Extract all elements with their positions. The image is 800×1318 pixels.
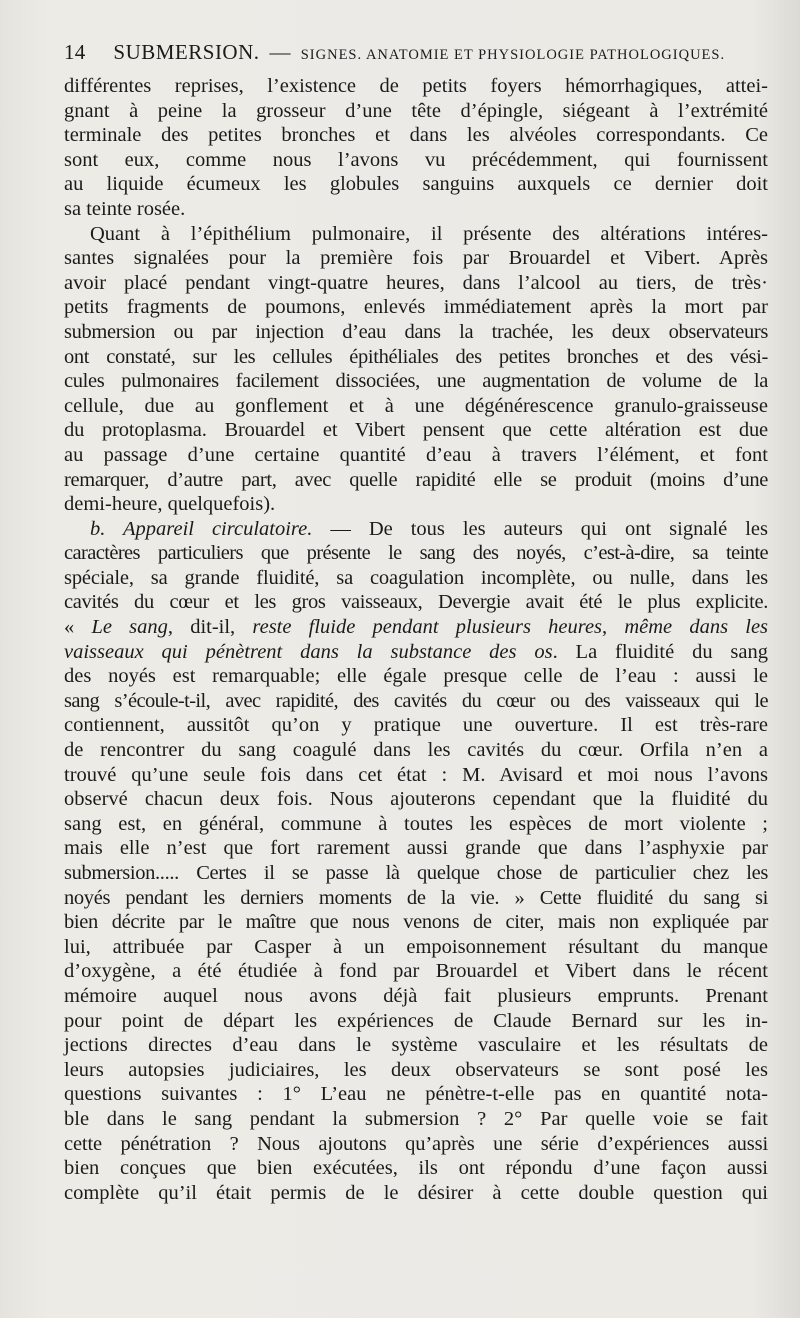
text-line: des noyés est remarquable; elle égale presque celle de l’eau : aussi le (64, 665, 768, 688)
text-line (64, 517, 768, 542)
text-line: ont constaté, sur les cellules épithéliales des petites bronches et des vési- (64, 345, 768, 368)
text-line: demi-heure, quelquefois). (64, 493, 276, 516)
text-line: ble dans le sang pendant la submersion ? 2° Par quelle voie se fait (64, 1107, 768, 1130)
text-line: submersion ou par injection d’eau dans la trachée, les deux observateurs (64, 320, 768, 343)
text-line: Quant à l’épithélium pulmonaire, il présente des altérations intéres- (90, 222, 768, 245)
text-line: cules pulmonaires facilement dissociées, une augmentation de volume de la (64, 370, 768, 393)
text-line: cellule, due au gonflement et à une dégénérescence granulo-graisseuse (64, 394, 768, 417)
text-line: questions suivantes : 1° L’eau ne pénètre-t-elle pas en quantité nota- (64, 1083, 768, 1106)
text-line: observé chacun deux fois. Nous ajouterons cependant que la fluidité du (64, 788, 768, 811)
text-line: sa teinte rosée. (64, 197, 186, 220)
text-line: trouvé qu’une seule fois dans cet état : M. Avisard et moi nous l’avons (64, 763, 768, 786)
text-line: d’oxygène, a été étudiée à fond par Brouardel et Vibert dans le récent (64, 960, 768, 983)
text-line: sang s’écoule-t-il, avec rapidité, des cavités du cœur ou des vaisseaux qui le (64, 689, 768, 712)
text-line: bien décrite par le maître que nous venons de citer, mais non expliquée par (64, 911, 768, 934)
italic-quote: Le sang (91, 616, 168, 639)
text-line: complète qu’il était permis de le désirer à cette double question qui (64, 1181, 768, 1204)
italic-quote: reste fluide pendant plusieurs heures (252, 616, 603, 639)
page-number: 14 (64, 40, 86, 64)
running-head (64, 40, 768, 74)
text-line: différentes reprises, l’existence de petits foyers hémorrhagiques, attei- (64, 75, 768, 97)
text-line: pour point de départ les expériences de Claude Bernard sur les in- (64, 1009, 768, 1032)
text-line: santes signalées pour la première fois par Brouardel et Vibert. Après (64, 247, 768, 270)
text-line: cavités du cœur et les gros vaisseaux, Devergie avait été le plus explicite. (64, 591, 768, 614)
text-line: mémoire auquel nous avons déjà fait plusieurs emprunts. Prenant (64, 984, 768, 1007)
text-line: mais elle n’est que fort rarement aussi grande que dans l’asphyxie par (64, 837, 768, 860)
text-line: terminale des petites bronches et dans les alvéoles correspondants. Ce (64, 124, 768, 147)
text-line: remarquer, d’autre part, avec quelle rapidité elle se produit (moins d’une (64, 468, 768, 491)
italic-quote: même dans les (624, 616, 769, 639)
text-line (64, 640, 768, 665)
section-title: SIGNES. ANATOMIE ET PHYSIOLOGIE PATHOLOGIQUES. (300, 47, 726, 63)
text-segment: , (602, 616, 625, 639)
text-line: jections directes d’eau dans le système vasculaire et les résultats de (64, 1034, 768, 1057)
running-title: SUBMERSION. (113, 40, 260, 64)
text-line: de rencontrer du sang coagulé dans les cavités du cœur. Orfila n’en a (64, 739, 768, 762)
text-line: au liquide écumeux les globules sanguins auxquels ce dernier doit (64, 173, 768, 196)
text-line: au passage d’une certaine quantité d’eau à travers l’élément, et font (64, 443, 768, 466)
text-line: du protoplasma. Brouardel et Vibert pensent que cette altération est due (64, 419, 768, 442)
text-segment: , dit-il, (167, 616, 253, 639)
text-line: cette pénétration ? Nous ajoutons qu’après une série d’expériences aussi (64, 1132, 768, 1155)
text-line: sont eux, comme nous l’avons vu précédemment, qui fournissent (64, 148, 768, 171)
text-line: leurs autopsies judiciaires, les deux observateurs se sont posé les (64, 1058, 768, 1081)
text-line: spéciale, sa grande fluidité, sa coagulation incomplète, ou nulle, dans les (64, 566, 768, 589)
text-line: submersion..... Certes il se passe là quelque chose de particulier chez les (64, 862, 768, 884)
text-line: petits fragments de poumons, enlevés immédiatement après la mort par (64, 296, 768, 319)
body-text (64, 74, 768, 1205)
text-segment: — De tous les auteurs qui ont signalé les (312, 517, 768, 540)
text-line: noyés pendant les derniers moments de la vie. » Cette fluidité du sang si (64, 886, 768, 909)
text-line: contiennent, aussitôt qu’on y pratique une ouverture. Il est très-rare (64, 714, 768, 737)
text-line: gnant à peine la grosseur d’une tête d’épingle, siégeant à l’extrémité (64, 99, 768, 122)
text-line: avoir placé pendant vingt-quatre heures, dans l’alcool au tiers, de très· (64, 271, 768, 294)
text-line: bien conçues que bien exécutées, ils ont répondu d’une façon aussi (64, 1157, 768, 1180)
text-segment: . La fluidité du sang (552, 640, 769, 663)
text-segment: « (64, 616, 92, 639)
text-line: caractères particuliers que présente le sang des noyés, c’est-à-dire, sa teinte (64, 542, 768, 565)
italic-heading: b. Appareil circulatoire. (90, 517, 313, 540)
text-line: lui, attribuée par Casper à un empoisonnement résultant du manque (64, 935, 768, 958)
text-line (64, 615, 768, 640)
text-line: sang est, en général, commune à toutes les espèces de mort violente ; (64, 812, 768, 835)
italic-quote: vaisseaux qui pénètrent dans la substance des os (64, 640, 553, 663)
header-dash: — (269, 40, 291, 64)
